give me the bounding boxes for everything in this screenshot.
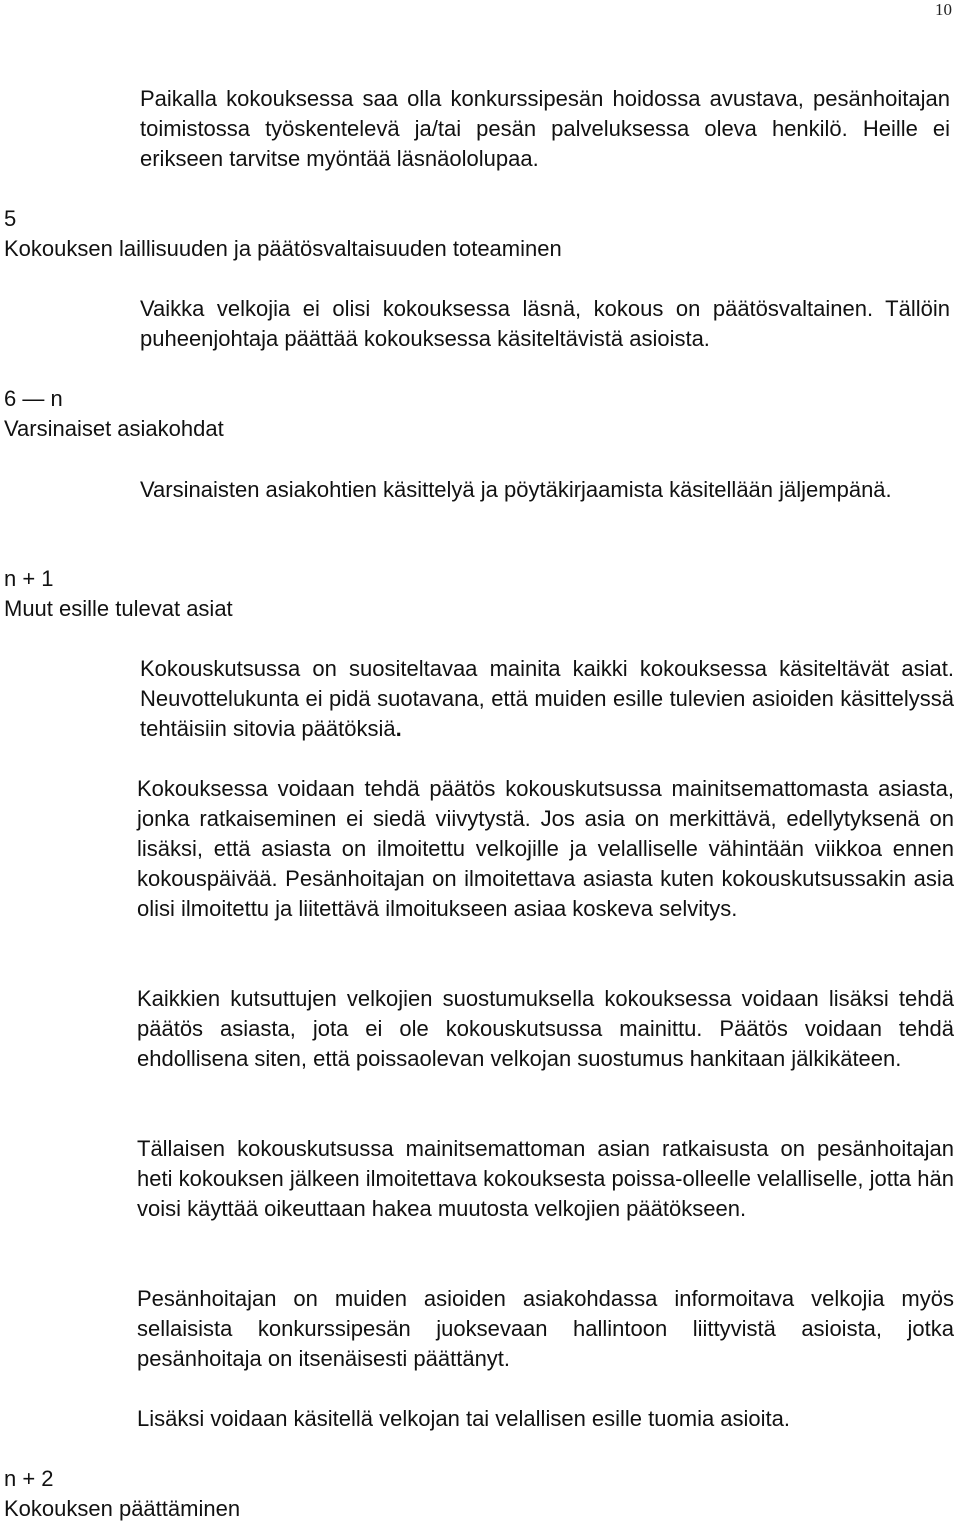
section-heading-6-n: [4, 384, 224, 444]
other-matters-paragraph-6: Lisäksi voidaan käsitellä velkojan tai velallisen esille tuomia asioita.: [137, 1406, 791, 1431]
paragraph-text: Kokouskutsussa on suositeltavaa mainita kaikki kokouksessa käsiteltävät asiat. Neuvottelukunta ei pidä suotavana, että muiden esille tulevien asioiden käsittelyssä tehtäisiin sitovia päätöksiä: [140, 656, 954, 741]
section-title: Kokouksen päättäminen: [4, 1496, 241, 1521]
other-matters-paragraph-4: Tällaisen kokouskutsussa mainitsemattoman asian ratkaisusta on pesänhoitajan heti kokouksen jälkeen ilmoitettava kokouksesta poissa-olleelle velalliselle, jotta hän voisi käyttää oikeuttaan hakea muutosta velkojien päätökseen.: [137, 1136, 954, 1221]
section-number: n + 2: [4, 1466, 54, 1491]
other-matters-paragraph-1: [140, 654, 954, 744]
page-number: 10: [935, 0, 952, 19]
section-6-paragraph: Varsinaisten asiakohtien käsittelyä ja pöytäkirjaamista käsitellään jäljempänä.: [140, 477, 892, 502]
section-title: Kokouksen laillisuuden ja päätösvaltaisuuden toteaminen: [4, 236, 562, 261]
section-title: Varsinaiset asiakohdat: [4, 416, 224, 441]
other-matters-paragraph-5: Pesänhoitajan on muiden asioiden asiakohdassa informoitava velkojia myös sellaisista konkurssipesän juoksevaan hallintoon liittyvistä asioista, jotka pesänhoitaja on itsenäisesti päättänyt.: [137, 1286, 954, 1371]
section-number: 6 — n: [4, 386, 63, 411]
section-heading-5: [4, 204, 562, 264]
other-matters-paragraph-2: Kokouksessa voidaan tehdä päätös kokouskutsussa mainitsemattomasta asiasta, jonka ratkaiseminen ei siedä viivytystä. Jos asia on merkittävä, edellytyksenä on lisäksi, että asiasta on ilmoitettu velkojille ja velalliselle vähintään viikkoa ennen kokouspäivää. Pesänhoitajan on ilmoitettava asiasta kuten kokouskutsussakin asia olisi ilmoitettu ja liitettävä ilmoitukseen asiaa koskeva selvitys.: [137, 776, 954, 921]
other-matters-paragraph-3: Kaikkien kutsuttujen velkojien suostumuksella kokouksessa voidaan lisäksi tehdä päätös asiasta, jota ei ole kokouskutsussa mainittu. Päätös voidaan tehdä ehdollisena siten, että poissaolevan velkojan suostumus hankitaan jälkikäteen.: [137, 986, 954, 1071]
section-heading-n-plus-1: [4, 564, 233, 624]
section-title: Muut esille tulevat asiat: [4, 596, 233, 621]
section-heading-n-plus-2: [4, 1464, 240, 1524]
intro-paragraph: Paikalla kokouksessa saa olla konkurssipesän hoidossa avustava, pesänhoitajan toimistossa työskentelevä ja/tai pesän palveluksessa oleva henkilö. Heille ei erikseen tarvitse myöntää läsnäololupaa.: [140, 86, 950, 171]
section-5-paragraph: Vaikka velkojia ei olisi kokouksessa läsnä, kokous on päätösvaltainen. Tällöin puheenjohtaja päättää kokouksessa käsiteltävistä asioista.: [140, 296, 950, 351]
section-number: 5: [4, 206, 17, 231]
bold-period: .: [395, 716, 402, 741]
section-number: n + 1: [4, 566, 54, 591]
